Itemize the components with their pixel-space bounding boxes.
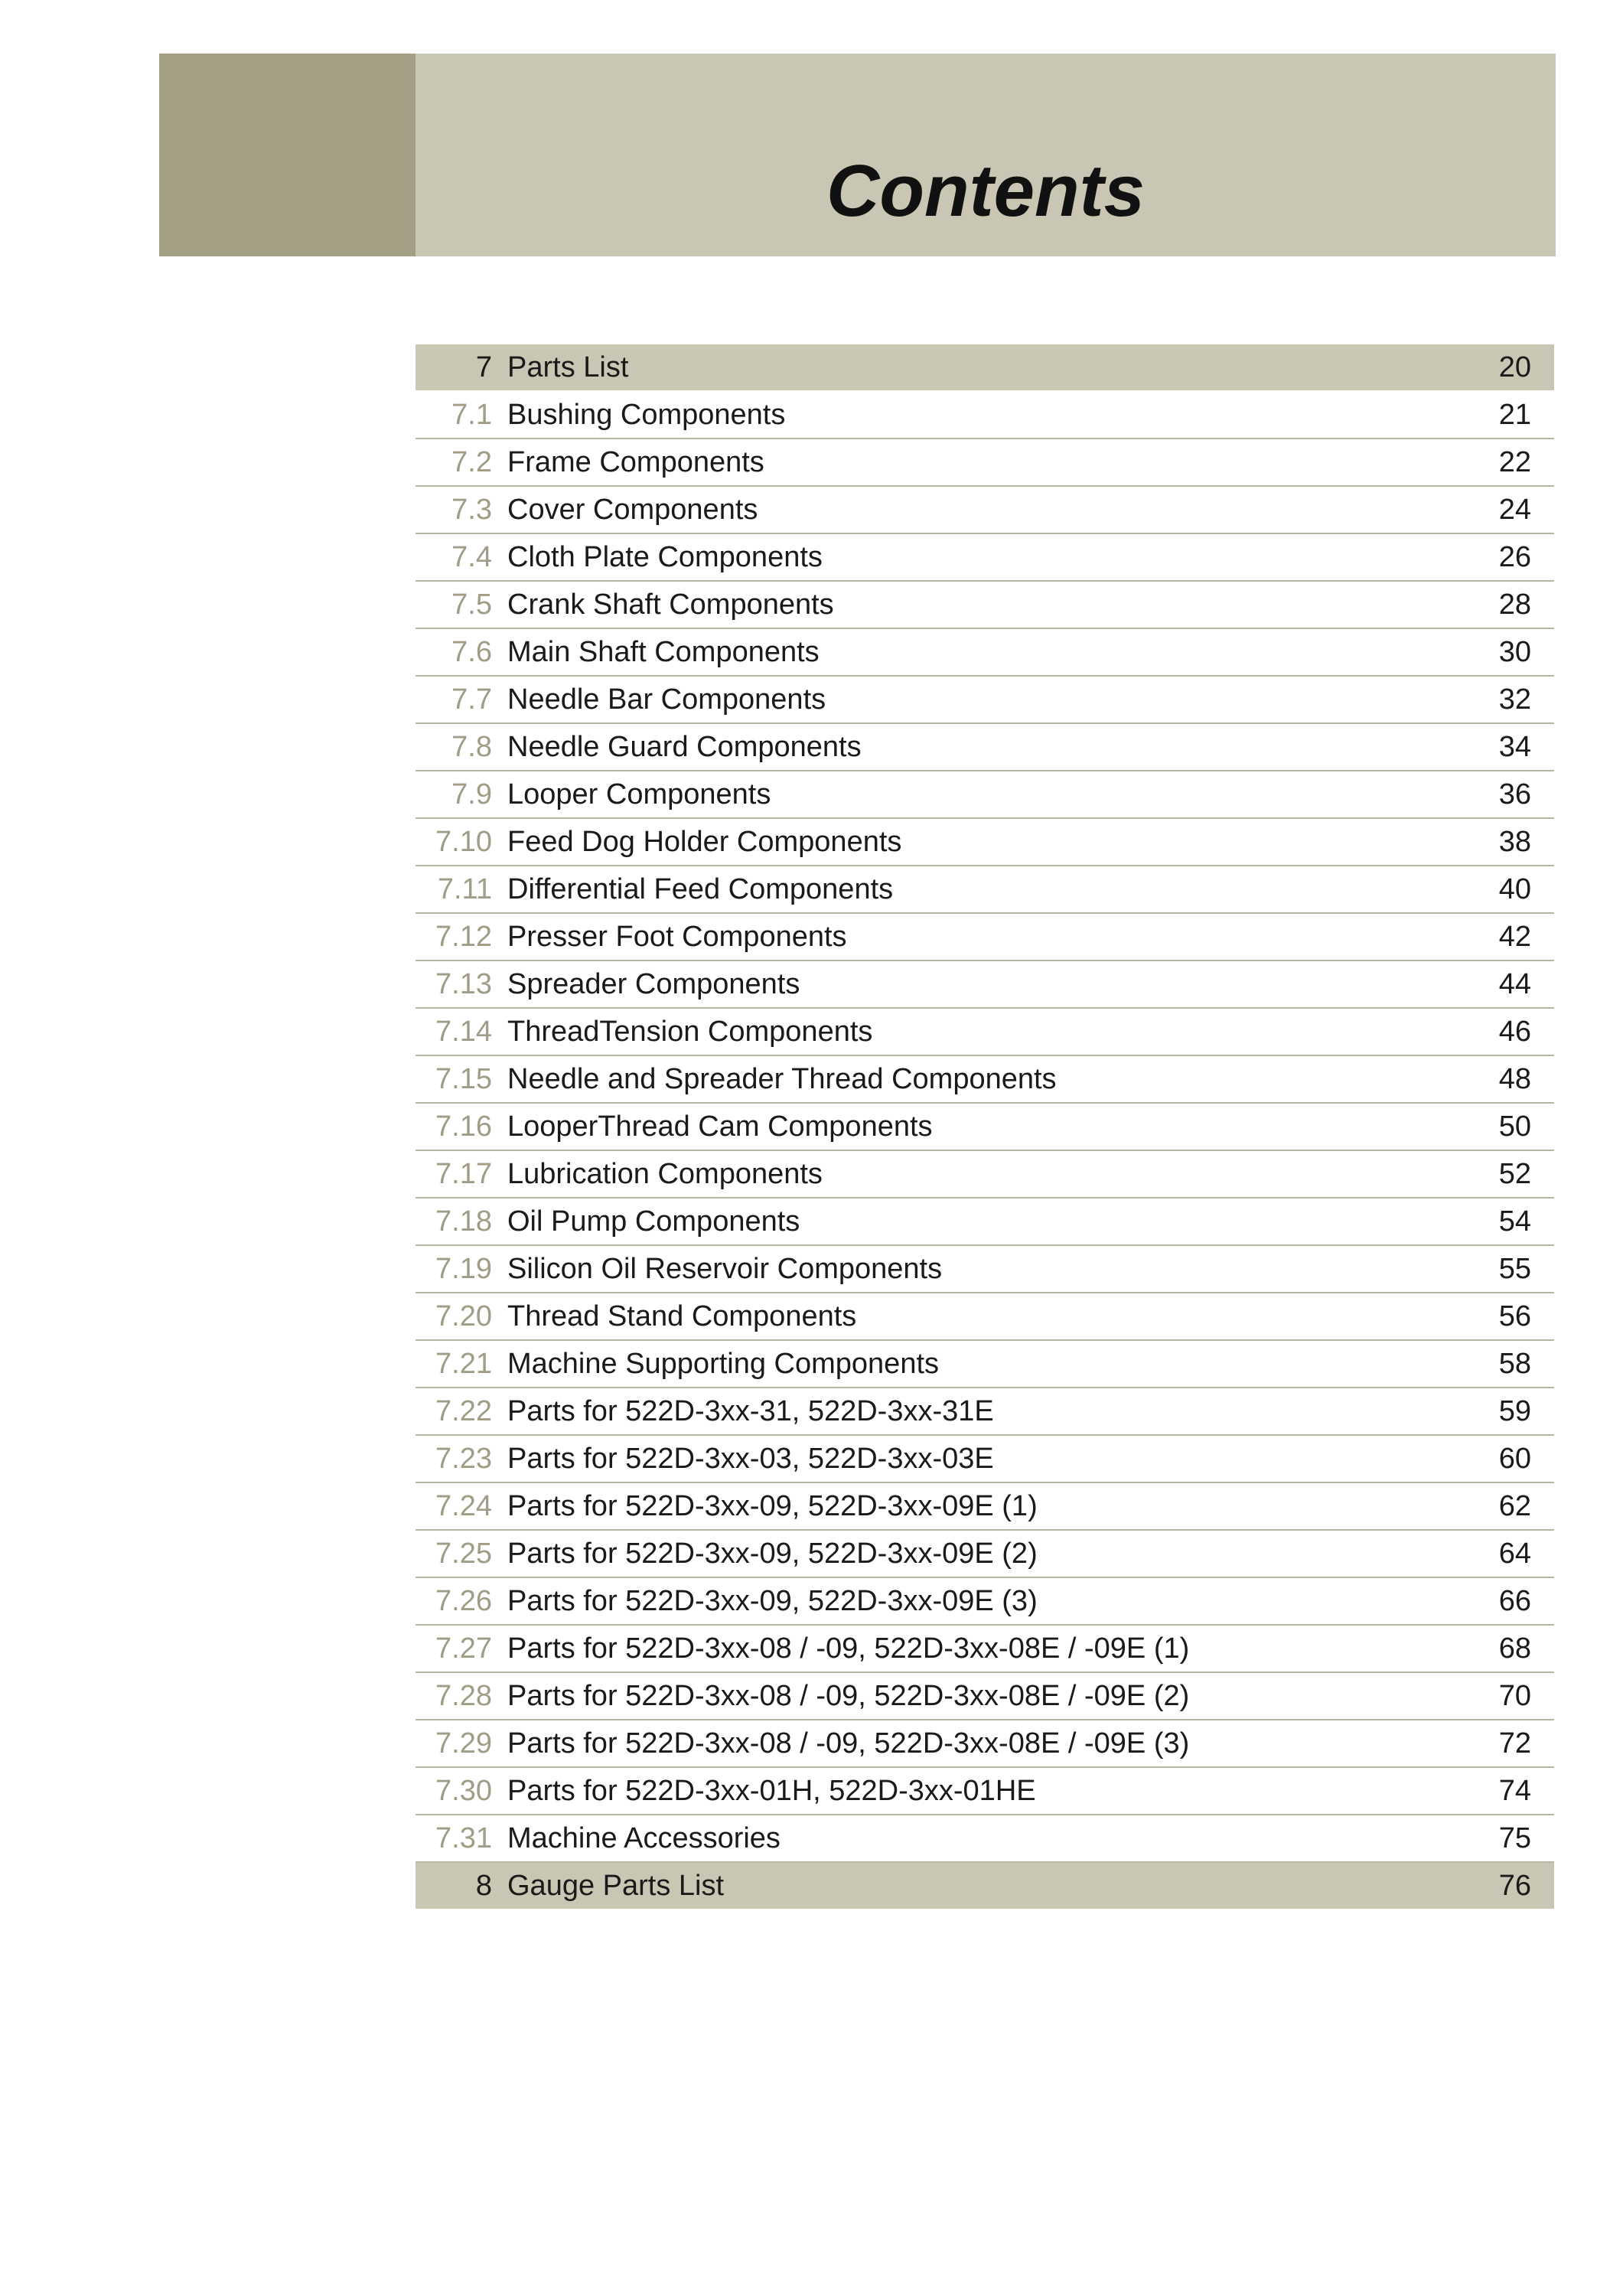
toc-section-title: Machine Supporting Components: [507, 1348, 940, 1380]
toc-section-number: 7.5: [451, 589, 492, 621]
toc-section-number: 7.16: [435, 1110, 492, 1143]
toc-page-number: 48: [1498, 1063, 1531, 1095]
toc-page-number: 75: [1498, 1822, 1531, 1854]
toc-row[interactable]: [416, 1626, 1554, 1673]
page-title: Contents: [826, 150, 1145, 232]
toc-row[interactable]: [416, 1293, 1554, 1341]
toc-page-number: 34: [1498, 731, 1531, 763]
toc-section-number: 7.21: [435, 1348, 492, 1380]
toc-section-title: Parts for 522D-3xx-31, 522D-3xx-31E: [507, 1395, 994, 1427]
toc-section-number: 7.17: [435, 1158, 492, 1190]
toc-section-number: 7.18: [435, 1205, 492, 1238]
toc-section-title: Parts for 522D-3xx-03, 522D-3xx-03E: [507, 1443, 994, 1475]
toc-section-title: Needle Bar Components: [507, 683, 826, 716]
toc-section-title: Machine Accessories: [507, 1822, 781, 1854]
toc-section-title: Needle Guard Components: [507, 731, 862, 763]
toc-section-number: 7.4: [451, 541, 492, 573]
toc-row[interactable]: [416, 961, 1554, 1009]
toc-page-number: 21: [1498, 399, 1531, 431]
toc-section-title: Cloth Plate Components: [507, 541, 823, 573]
toc-section-title: Thread Stand Components: [507, 1300, 857, 1332]
toc-row[interactable]: [416, 629, 1554, 677]
toc-section-title: Spreader Components: [507, 968, 800, 1000]
toc-section-title: Parts for 522D-3xx-01H, 522D-3xx-01HE: [507, 1775, 1036, 1807]
toc-section-number: 7.9: [451, 778, 492, 810]
toc-row[interactable]: [416, 1531, 1554, 1578]
toc-section-number: 7.26: [435, 1585, 492, 1617]
header-accent-block: [159, 54, 416, 256]
toc-page-number: 55: [1498, 1253, 1531, 1285]
toc-page-number: 22: [1498, 446, 1531, 478]
toc-page-number: 28: [1498, 589, 1531, 621]
toc-page-number: 20: [1498, 351, 1531, 383]
toc-chapter-row[interactable]: [416, 1863, 1554, 1909]
toc-row[interactable]: [416, 1388, 1554, 1436]
toc-section-title: Oil Pump Components: [507, 1205, 800, 1238]
toc-section-title: Parts for 522D-3xx-08 / -09, 522D-3xx-08E / -09E (3): [507, 1727, 1190, 1760]
toc-section-title: Bushing Components: [507, 399, 786, 431]
toc-section-title: ThreadTension Components: [507, 1016, 873, 1048]
toc-row[interactable]: [416, 1578, 1554, 1626]
toc-row[interactable]: [416, 582, 1554, 629]
toc-row[interactable]: [416, 1199, 1554, 1246]
toc-row[interactable]: [416, 819, 1554, 866]
toc-section-number: 7.23: [435, 1443, 492, 1475]
toc-row[interactable]: [416, 1246, 1554, 1293]
toc-section-number: 7.14: [435, 1016, 492, 1048]
toc-section-number: 7.30: [435, 1775, 492, 1807]
toc-row[interactable]: [416, 914, 1554, 961]
toc-row[interactable]: [416, 1768, 1554, 1815]
toc-page-number: 68: [1498, 1632, 1531, 1665]
toc-row[interactable]: [416, 724, 1554, 771]
toc-page-number: 30: [1498, 636, 1531, 668]
toc-section-number: 7.28: [435, 1680, 492, 1712]
toc-page-number: 76: [1498, 1870, 1531, 1902]
toc-page-number: 70: [1498, 1680, 1531, 1712]
toc-page-number: 36: [1498, 778, 1531, 810]
toc-page-number: 54: [1498, 1205, 1531, 1238]
toc-page-number: 38: [1498, 826, 1531, 858]
toc-page-number: 56: [1498, 1300, 1531, 1332]
toc-row[interactable]: [416, 392, 1554, 439]
toc-section-number: 7.13: [435, 968, 492, 1000]
toc-row[interactable]: [416, 1815, 1554, 1863]
toc-section-title: Lubrication Components: [507, 1158, 823, 1190]
toc-section-title: Needle and Spreader Thread Components: [507, 1063, 1057, 1095]
toc-section-title: Frame Components: [507, 446, 764, 478]
toc-row[interactable]: [416, 534, 1554, 582]
table-of-contents: [416, 344, 1554, 1909]
toc-row[interactable]: [416, 1436, 1554, 1483]
toc-page-number: 32: [1498, 683, 1531, 716]
toc-section-number: 7.6: [451, 636, 492, 668]
toc-row[interactable]: [416, 771, 1554, 819]
toc-section-title: Presser Foot Components: [507, 921, 847, 953]
toc-section-number: 7.2: [451, 446, 492, 478]
toc-page-number: 26: [1498, 541, 1531, 573]
toc-section-title: Parts for 522D-3xx-08 / -09, 522D-3xx-08E / -09E (2): [507, 1680, 1190, 1712]
toc-section-number: 7.31: [435, 1822, 492, 1854]
toc-row[interactable]: [416, 866, 1554, 914]
toc-page-number: 60: [1498, 1443, 1531, 1475]
toc-section-number: 7.11: [437, 873, 492, 905]
toc-section-number: 7.19: [435, 1253, 492, 1285]
toc-page-number: 74: [1498, 1775, 1531, 1807]
toc-row[interactable]: [416, 1341, 1554, 1388]
toc-page-number: 40: [1498, 873, 1531, 905]
toc-row[interactable]: [416, 1009, 1554, 1056]
toc-section-title: Parts for 522D-3xx-08 / -09, 522D-3xx-08E / -09E (1): [507, 1632, 1190, 1665]
toc-row[interactable]: [416, 1483, 1554, 1531]
toc-section-title: Looper Components: [507, 778, 771, 810]
toc-page-number: 52: [1498, 1158, 1531, 1190]
toc-section-number: 7.24: [435, 1490, 492, 1522]
toc-section-number: 7.29: [435, 1727, 492, 1760]
toc-row[interactable]: [416, 1720, 1554, 1768]
toc-row[interactable]: [416, 677, 1554, 724]
toc-section-number: 7.3: [451, 494, 492, 526]
toc-page-number: 66: [1498, 1585, 1531, 1617]
toc-section-title: Silicon Oil Reservoir Components: [507, 1253, 943, 1285]
toc-row[interactable]: [416, 1673, 1554, 1720]
toc-section-title: Parts for 522D-3xx-09, 522D-3xx-09E (3): [507, 1585, 1038, 1617]
toc-section-title: Parts for 522D-3xx-09, 522D-3xx-09E (2): [507, 1538, 1038, 1570]
toc-row[interactable]: [416, 439, 1554, 487]
toc-row[interactable]: [416, 1056, 1554, 1104]
toc-section-title: Parts for 522D-3xx-09, 522D-3xx-09E (1): [507, 1490, 1038, 1522]
toc-page-number: 44: [1498, 968, 1531, 1000]
toc-page-number: 58: [1498, 1348, 1531, 1380]
toc-page-number: 72: [1498, 1727, 1531, 1760]
toc-section-title: LooperThread Cam Components: [507, 1110, 933, 1143]
toc-page-number: 42: [1498, 921, 1531, 953]
toc-section-number: 7.12: [435, 921, 492, 953]
toc-section-number: 7.8: [451, 731, 492, 763]
toc-section-title: Cover Components: [507, 494, 758, 526]
toc-page-number: 64: [1498, 1538, 1531, 1570]
toc-section-title: Feed Dog Holder Components: [507, 826, 902, 858]
toc-section-number: 7.10: [435, 826, 492, 858]
toc-page-number: 24: [1498, 494, 1531, 526]
toc-page-number: 50: [1498, 1110, 1531, 1143]
toc-section-title: Parts List: [507, 351, 629, 383]
toc-section-title: Differential Feed Components: [507, 873, 894, 905]
toc-page-number: 62: [1498, 1490, 1531, 1522]
toc-section-number: 7.7: [451, 683, 492, 716]
toc-section-number: 7.15: [435, 1063, 492, 1095]
toc-section-title: Main Shaft Components: [507, 636, 820, 668]
toc-chapter-row[interactable]: [416, 344, 1554, 392]
toc-section-number: 7.22: [435, 1395, 492, 1427]
toc-row[interactable]: [416, 1151, 1554, 1199]
toc-section-number: 7: [475, 351, 492, 383]
toc-section-number: 7.25: [435, 1538, 492, 1570]
toc-page-number: 46: [1498, 1016, 1531, 1048]
toc-row[interactable]: [416, 487, 1554, 534]
toc-page-number: 59: [1498, 1395, 1531, 1427]
toc-section-number: 8: [475, 1870, 492, 1902]
toc-section-number: 7.27: [435, 1632, 492, 1665]
toc-row[interactable]: [416, 1104, 1554, 1151]
toc-section-title: Crank Shaft Components: [507, 589, 834, 621]
toc-section-number: 7.1: [451, 399, 492, 431]
toc-section-title: Gauge Parts List: [507, 1870, 725, 1902]
toc-section-number: 7.20: [435, 1300, 492, 1332]
